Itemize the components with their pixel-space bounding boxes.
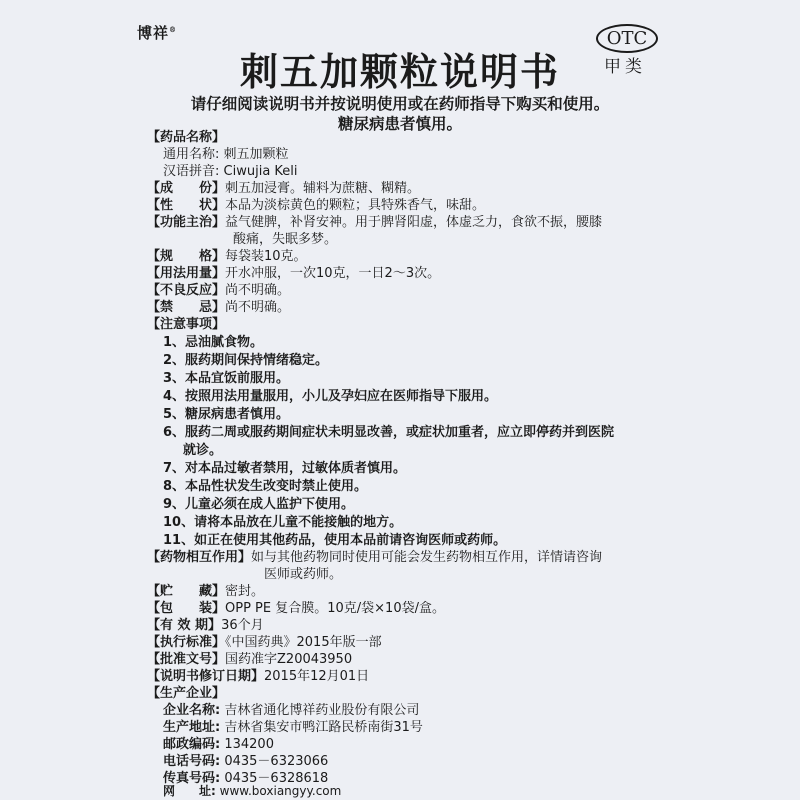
precaution-item: 7、对本品过敏者禁用，过敏体质者慎用。 bbox=[163, 461, 407, 476]
precaution-item: 1、忌油腻食物。 bbox=[163, 335, 264, 350]
diabetes-warning: 糖尿病患者慎用。 bbox=[337, 115, 462, 133]
precaution-item: 9、儿童必须在成人监护下使用。 bbox=[163, 497, 355, 512]
company-heading: 【生产企业】 bbox=[147, 686, 226, 701]
precaution-item: 5、糖尿病患者慎用。 bbox=[163, 407, 290, 422]
name-heading: 【药品名称】 bbox=[147, 130, 226, 145]
revision-date-row: 【说明书修订日期】2015年12月01日 bbox=[147, 669, 370, 684]
brand-logo: 博祥® bbox=[137, 24, 178, 42]
precaution-item: 2、服药期间保持情绪稳定。 bbox=[163, 353, 329, 368]
pinyin-row: 汉语拼音: Ciwujia Keli bbox=[163, 164, 298, 179]
interaction-row: 【药物相互作用】如与其他药物同时使用可能会发生药物相互作用，详情请咨询 bbox=[147, 550, 603, 565]
composition-row: 【成 份】刺五加浸膏。辅料为蔗糖、糊精。 bbox=[147, 181, 421, 196]
standard-row: 【执行标准】《中国药典》2015年版一部 bbox=[147, 635, 382, 650]
precaution-item: 6、服药二周或服药期间症状未明显改善，或症状加重者，应立即停药并到医院 bbox=[163, 425, 615, 440]
otc-class-label: 甲类 bbox=[604, 57, 646, 77]
precaution-item: 8、本品性状发生改变时禁止使用。 bbox=[163, 479, 368, 494]
expiry-row: 【有 效 期】36个月 bbox=[147, 618, 264, 633]
otc-badge: OTC bbox=[596, 24, 658, 53]
character-row: 【性 状】本品为淡棕黄色的颗粒；具特殊香气，味甜。 bbox=[147, 198, 486, 213]
contraindication-row: 【禁 忌】尚不明确。 bbox=[147, 300, 291, 315]
precaution-item: 4、按照用法用量服用，小儿及孕妇应在医师指导下服用。 bbox=[163, 389, 498, 404]
precaution-item: 11、如正在使用其他药品，使用本品前请咨询医师或药师。 bbox=[163, 533, 507, 548]
storage-row: 【贮 藏】密封。 bbox=[147, 584, 265, 599]
fax-row: 传真号码: 0435－6328618 bbox=[163, 771, 329, 786]
precaution-item: 3、本品宜饭前服用。 bbox=[163, 371, 290, 386]
indication-row: 【功能主治】益气健脾，补肾安神。用于脾肾阳虚，体虚乏力，食欲不振，腰膝 bbox=[147, 215, 603, 230]
website-row: 网 址: www.boxiangyy.com bbox=[163, 784, 342, 798]
spec-row: 【规 格】每袋装10克。 bbox=[147, 249, 307, 264]
usage-row: 【用法用量】开水冲服，一次10克，一日2～3次。 bbox=[147, 266, 441, 281]
interaction-row-2: 医师或药师。 bbox=[264, 567, 343, 582]
company-name-row: 企业名称: 吉林省通化博祥药业股份有限公司 bbox=[163, 703, 420, 718]
precaution-item-continued: 就诊。 bbox=[183, 443, 223, 458]
phone-row: 电话号码: 0435－6323066 bbox=[163, 754, 329, 769]
generic-name-row: 通用名称: 刺五加颗粒 bbox=[163, 147, 289, 162]
precaution-item: 10、请将本品放在儿童不能接触的地方。 bbox=[163, 515, 403, 530]
adverse-row: 【不良反应】尚不明确。 bbox=[147, 283, 291, 298]
package-row: 【包 装】OPP PE 复合膜。10克/袋×10袋/盒。 bbox=[147, 601, 445, 616]
company-address-row: 生产地址: 吉林省集安市鸭江路民桥南街31号 bbox=[163, 720, 423, 735]
approval-row: 【批准文号】国药准字Z20043950 bbox=[147, 652, 353, 667]
document-title: 刺五加颗粒说明书 bbox=[239, 49, 560, 94]
zip-code-row: 邮政编码: 134200 bbox=[163, 737, 274, 752]
read-instructions-warning: 请仔细阅读说明书并按说明使用或在药师指导下购买和使用。 bbox=[190, 95, 610, 113]
indication-row-2: 酸痛，失眠多梦。 bbox=[233, 232, 338, 247]
precautions-heading: 【注意事项】 bbox=[147, 317, 226, 332]
